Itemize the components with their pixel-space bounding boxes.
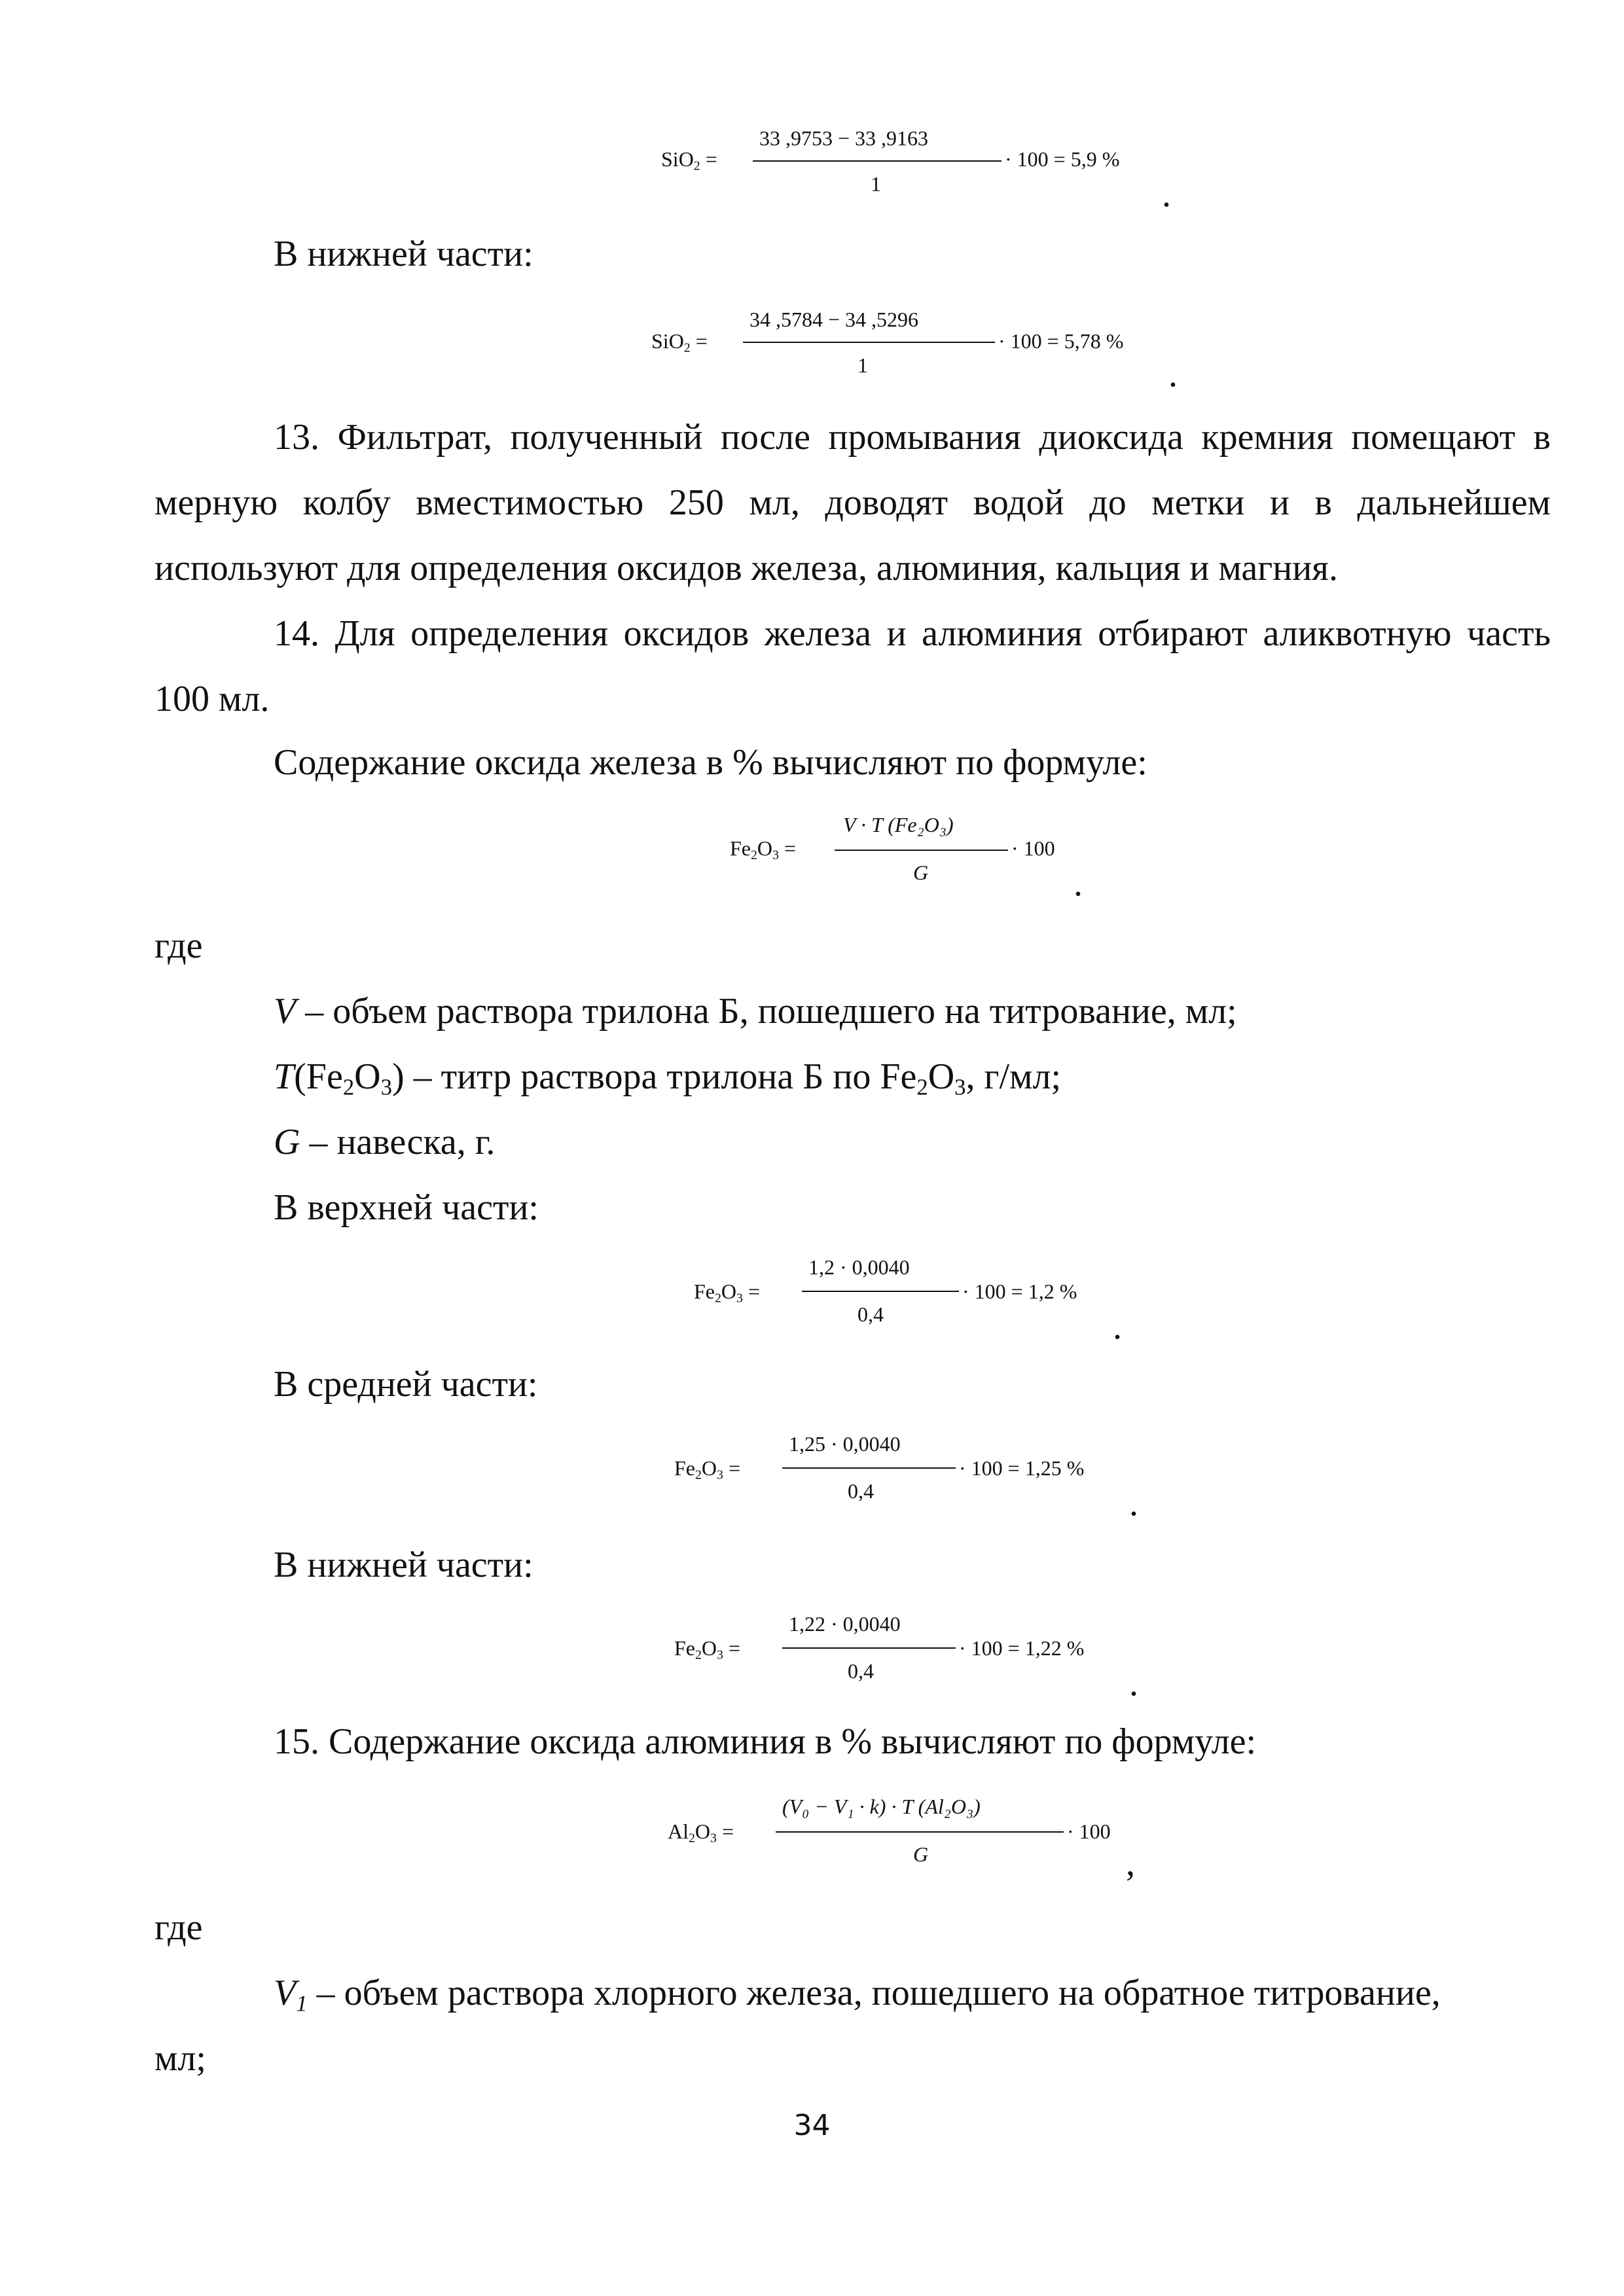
formula-result: · 100 = 1,22 %: [959, 1636, 1085, 1660]
formula-denominator: 0,4: [848, 1659, 874, 1683]
formula-numerator: (V₀ − V₁ · k) · T (Al₂O₃): [782, 1795, 981, 1818]
formula-denominator: 0,4: [848, 1479, 874, 1503]
fraction-bar: [782, 1467, 956, 1469]
formula-result: · 100 = 5,9 %: [1005, 147, 1120, 171]
formula-denominator: G: [913, 1842, 929, 1866]
formula-numerator: 1,22 · 0,0040: [789, 1612, 901, 1636]
fraction-bar: [743, 342, 995, 343]
formula-end-mark: .: [1129, 1663, 1138, 1704]
definition-t: $T(Fe_2O_3)$ – титр раствора трилона Б по $Fe_2O_3$, г/мл;: [274, 1056, 1061, 1100]
heading-lower-part-2: В нижней части:: [274, 1545, 533, 1585]
formula-result: · 100 = 5,78 %: [998, 329, 1124, 353]
paragraph-14: 14. Для определения оксидов железа и алюминия отбирают аликвотную часть 100 мл.: [154, 613, 1551, 719]
symbol-v: V: [274, 991, 297, 1031]
where-label-2: где: [154, 1907, 203, 1948]
formula-end-mark: .: [1129, 1483, 1138, 1524]
formula-lhs: $Fe_2O_3$ =: [674, 1636, 740, 1662]
formula-numerator: 1,25 · 0,0040: [789, 1432, 901, 1456]
formula-lhs: SiO$_2$ =: [661, 147, 717, 173]
formula-lhs: $Fe_2O_3$ =: [694, 1280, 760, 1306]
formula-numerator: 34 ,5784 − 34 ,5296: [749, 308, 919, 331]
paragraph-13: 13. Фильтрат, полученный после промывания диоксида кремния помещают в мерную колбу вместимостью 250 мл, доводят водой до метки и в дальнейшем используют для определения оксидов железа, алюминия, кальция и магния.: [154, 417, 1551, 588]
formula-denominator: 0,4: [857, 1302, 884, 1326]
formula-end-mark: .: [1074, 863, 1083, 904]
heading-upper-part: В верхней части:: [274, 1187, 539, 1228]
heading-lower-part-1: В нижней части:: [274, 234, 533, 274]
formula-result: · 100 = 1,2 %: [962, 1280, 1077, 1303]
formula-numerator: V · T (Fe₂O₃): [843, 813, 954, 836]
definition-v1: $V_1$ – объем раствора хлорного железа, пошедшего на обратное титрование,: [274, 1973, 1441, 2017]
paragraph-15: 15. Содержание оксида алюминия в % вычисляют по формуле:: [274, 1721, 1257, 1762]
definition-v: V – объем раствора трилона Б, пошедшего на титрование, мл;: [274, 991, 1237, 1031]
formula-denominator: 1: [871, 172, 881, 196]
formula-numerator: 1,2 · 0,0040: [808, 1255, 910, 1279]
formula-lhs: $Fe_2O_3$ =: [730, 836, 796, 863]
formula-denominator: 1: [857, 353, 868, 377]
formula-multiplier: · 100: [1067, 1820, 1111, 1843]
where-label-1: где: [154, 925, 203, 966]
formula-end-mark: .: [1113, 1306, 1122, 1347]
page-number: 34: [793, 2109, 831, 2142]
formula-end-mark: .: [1168, 354, 1178, 395]
formula-multiplier: · 100: [1011, 836, 1055, 860]
fraction-bar: [776, 1831, 1064, 1833]
definition-v1-tail: мл;: [154, 2038, 206, 2079]
symbol-v1: $V_1$: [274, 1973, 308, 2017]
formula-lhs: $Al_2O_3$ =: [668, 1820, 734, 1846]
definition-g: G – навеска, г.: [274, 1122, 496, 1162]
formula-end-mark: .: [1162, 174, 1171, 215]
fe-formula-intro: Содержание оксида железа в % вычисляют по формуле:: [274, 742, 1147, 783]
formula-denominator: G: [913, 861, 929, 884]
formula-end-mark: ,: [1126, 1843, 1135, 1884]
fraction-bar: [802, 1291, 959, 1292]
formula-lhs: SiO$_2$ =: [651, 329, 708, 355]
fraction-bar: [782, 1647, 956, 1649]
fraction-bar: [835, 850, 1008, 851]
heading-middle-part: В средней части:: [274, 1364, 538, 1405]
formula-lhs: $Fe_2O_3$ =: [674, 1456, 740, 1482]
fraction-bar: [753, 160, 1001, 162]
formula-result: · 100 = 1,25 %: [959, 1456, 1085, 1480]
formula-numerator: 33 ,9753 − 33 ,9163: [759, 126, 929, 150]
